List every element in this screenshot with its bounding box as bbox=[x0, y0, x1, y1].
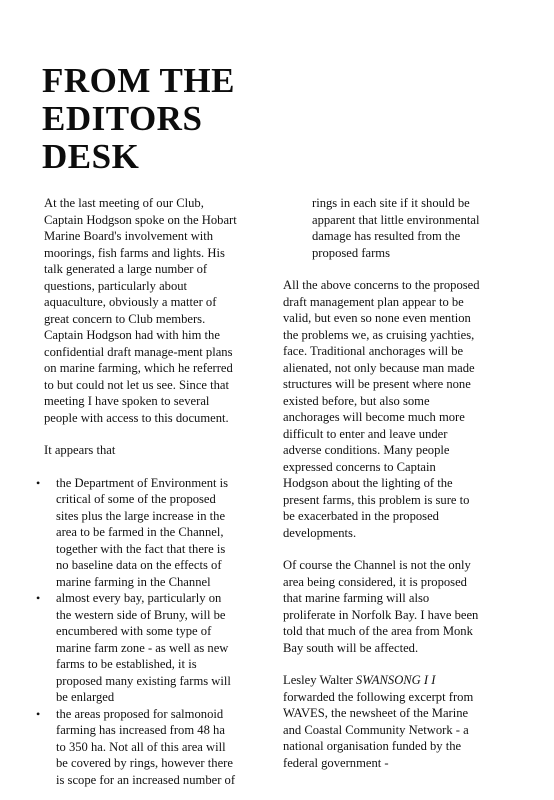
text-line: Marine Board's involvement with bbox=[44, 229, 214, 243]
text-line: rings in each site if it should be bbox=[312, 196, 470, 210]
text-line: Hodgson about the lighting of the bbox=[283, 476, 453, 490]
text-line: moorings, fish farms and lights. His bbox=[44, 245, 225, 260]
left-column bbox=[36, 195, 274, 788]
text-line: be covered by rings, however there bbox=[56, 756, 233, 770]
list-item bbox=[36, 706, 274, 789]
text-line: All the above concerns to the proposed bbox=[283, 278, 480, 292]
text-line: meeting I have spoken to several bbox=[44, 394, 210, 408]
text-line: on marine farming, which he referred bbox=[44, 361, 233, 375]
text-line: area being considered, it is proposed bbox=[283, 574, 467, 589]
text-line: the Department of Environment is bbox=[56, 475, 229, 490]
bullet-icon: • bbox=[36, 706, 41, 721]
text-line: to but could not let us see. Since that bbox=[44, 377, 230, 392]
text-line: questions, particularly about bbox=[44, 278, 188, 293]
text-line: difficult to enter and leave under bbox=[283, 426, 448, 441]
text-line: marine farm zone - as well as new bbox=[56, 640, 229, 655]
text-line: the areas proposed for salmonoid bbox=[56, 706, 224, 721]
text-line: Captain Hodgson had with him the bbox=[44, 328, 220, 342]
bullet-icon: • bbox=[36, 475, 41, 490]
text-line: It appears that bbox=[44, 443, 116, 457]
text-line: talk generated a large number of bbox=[44, 262, 208, 276]
text-line: developments. bbox=[283, 525, 357, 540]
continued-bullet-text bbox=[283, 195, 518, 261]
text-line: structures will be present where none bbox=[283, 377, 471, 391]
concerns-list bbox=[36, 475, 274, 789]
text-line: federal government - bbox=[283, 755, 389, 770]
appears-that-text bbox=[44, 442, 274, 459]
text-line: great concern to Club members. bbox=[44, 311, 206, 326]
text-line: area to be farmed in the Channel, bbox=[56, 525, 224, 539]
text-line: At the last meeting of our Club, bbox=[44, 196, 204, 210]
text-line: together with the fact that there is bbox=[56, 541, 226, 556]
text-line: Bay south will be affected. bbox=[283, 640, 419, 655]
text-line: Of course the Channel is not the only bbox=[283, 558, 471, 572]
text-line: proliferate in Norfolk Bay. I have been bbox=[283, 607, 479, 622]
bullet-icon: • bbox=[36, 591, 41, 605]
text-line: farming has increased from 48 ha bbox=[56, 723, 225, 737]
text-line: critical of some of the proposed bbox=[56, 492, 216, 506]
text-line: to 350 ha. Not all of this area will bbox=[56, 739, 226, 754]
list-item bbox=[36, 590, 274, 706]
title-line: EDITORS bbox=[42, 99, 203, 138]
intro-paragraph bbox=[44, 195, 274, 426]
text-line: no baseline data on the effects of bbox=[56, 558, 222, 572]
text-line: existed before, but also some bbox=[283, 393, 430, 408]
text-line: encumbered with some type of bbox=[56, 624, 212, 638]
title-line: FROM THE bbox=[42, 61, 235, 100]
list-item bbox=[36, 475, 274, 591]
text-line: forwarded the following excerpt from bbox=[283, 689, 474, 704]
text-line: sites plus the large increase in the bbox=[56, 508, 226, 523]
text-line: Captain Hodgson spoke on the Hobart bbox=[44, 212, 237, 227]
text-line: proposed farms bbox=[312, 245, 390, 260]
text-line: aquaculture, obviously a matter of bbox=[44, 295, 217, 309]
channel-paragraph bbox=[283, 557, 518, 656]
text-line: valid, but even so none even mention bbox=[283, 311, 471, 325]
text-line: almost every bay, particularly on bbox=[56, 591, 222, 605]
text-line: national organisation funded by the bbox=[283, 739, 462, 753]
title-line: DESK bbox=[42, 137, 140, 176]
text-line: damage has resulted from the bbox=[312, 229, 461, 243]
text-line: draft management plan appear to be bbox=[283, 294, 464, 309]
text-line: the western side of Bruny, will be bbox=[56, 607, 226, 622]
text-line: confidential draft manage-ment plans bbox=[44, 344, 233, 359]
text-line: and Coastal Community Network - a bbox=[283, 722, 469, 737]
text-line: alienated, not only because man made bbox=[283, 360, 475, 375]
boat-name: SWANSONG I I bbox=[355, 673, 436, 687]
page-title bbox=[42, 62, 235, 176]
text-line: told that much of the area from Monk bbox=[283, 624, 473, 638]
text-line: apparent that little environmental bbox=[312, 212, 480, 227]
text-line: proposed many existing farms will bbox=[56, 673, 231, 688]
text-line: WAVES, the newsheet of the Marine bbox=[283, 706, 469, 720]
text-line: be enlarged bbox=[56, 690, 115, 704]
text-line: marine farming in the Channel bbox=[56, 574, 211, 589]
text-line: anchorages will become much more bbox=[283, 410, 465, 424]
text-line bbox=[283, 672, 518, 689]
text-line: farms to be established, it is bbox=[56, 657, 197, 671]
right-column bbox=[283, 195, 518, 771]
concerns-paragraph bbox=[283, 277, 518, 541]
author-name: Lesley Walter bbox=[283, 673, 356, 687]
text-line: adverse conditions. Many people bbox=[283, 443, 450, 457]
text-line: be exacerbated in the proposed bbox=[283, 509, 439, 523]
waves-paragraph bbox=[283, 672, 518, 771]
text-line: people with access to this document. bbox=[44, 410, 229, 425]
text-line: face. Traditional anchorages will be bbox=[283, 344, 464, 358]
text-line: the problems we, as cruising yachties, bbox=[283, 327, 475, 342]
text-line: that marine farming will also bbox=[283, 591, 430, 605]
text-line: present farms, this problem is sure to bbox=[283, 492, 470, 507]
text-line: is scope for an increased number of bbox=[56, 772, 236, 787]
text-line: expressed concerns to Captain bbox=[283, 459, 436, 474]
